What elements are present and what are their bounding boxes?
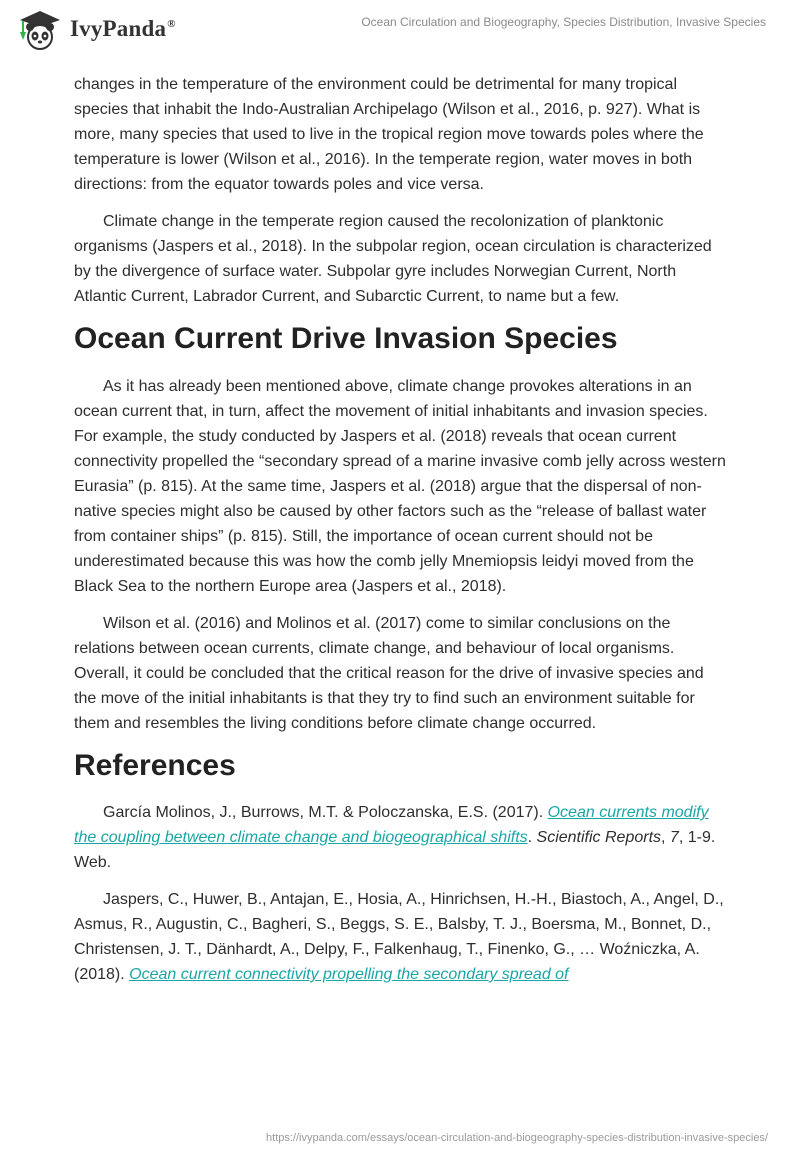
paragraph: As it has already been mentioned above, climate change provokes alterations in an ocean current that, in turn, affect the movement of initial inhabitants and invasion species. For example, the study conducted by Jaspers et al. (2018) reveals that ocean current connectivity propelled the “secondary spread of a marine invasive comb jelly across western Eurasia” (p. 815). At the same time, Jaspers et al. (2018) argue that the dispersal of non-native species might also be caused by other factors such as the “release of ballast water from container ships” (p. 815). Still, the importance of ocean current should not be underestimated because this was how the comb jelly Mnemiopsis leidyi moved from the Black Sea to the northern Europe area (Jaspers et al., 2018). xyxy=(74,378,726,595)
footer-url[interactable]: https://ivypanda.com/essays/ocean-circulation-and-biogeography-species-distribution-invasive-species/ xyxy=(266,1132,768,1144)
section-heading: Ocean Current Drive Invasion Species xyxy=(74,322,618,355)
paragraph: Wilson et al. (2016) and Molinos et al. (2017) come to similar conclusions on the relations between ocean currents, climate change, and behaviour of local organisms. Overall, it could be concluded that the critical reason for the drive of invasive species and the move of the initial inhabitants is that they try to find such an environment suitable for them and resembles the living conditions before climate change occurred. xyxy=(74,615,704,732)
reference-journal: Scientific Reports xyxy=(536,829,662,846)
reference-separator: . xyxy=(527,829,537,846)
reference-volume: 7 xyxy=(669,829,679,846)
reference-entry xyxy=(74,887,728,987)
reference-authors: Jaspers, C., Huwer, B., Antajan, E., Hosia, A., Hinrichsen, H.-H., Biastoch, A., Angel, D., Asmus, R., Augustin, C., Bagheri, S., Beggs, S. E., Balsby, T. J., Boersma, M., Bonnet, D., Christensen, J. T., Dänhardt, A., Delpy, F., Falkenhaug, T., Finenko, G., … Woźniczka, A. (2018). xyxy=(74,891,724,983)
document-title: Ocean Circulation and Biogeography, Species Distribution, Invasive Species xyxy=(361,15,766,29)
panda-graduate-icon xyxy=(14,8,64,50)
paragraph: changes in the temperature of the environment could be detrimental for many tropical species that inhabit the Indo-Australian Archipelago (Wilson et al., 2016, p. 927). What is more, many species that used to live in the tropical region move towards poles where the temperature is lower (Wilson et al., 2016). In the temperate region, water moves in both directions: from the equator towards poles and vice versa. xyxy=(74,76,704,193)
registered-mark: ® xyxy=(167,18,176,31)
references-heading: References xyxy=(74,749,236,782)
article-body xyxy=(74,72,728,999)
reference-entry xyxy=(74,800,728,875)
reference-separator: , xyxy=(661,829,670,846)
reference-link[interactable]: Ocean current connectivity propelling the secondary spread of xyxy=(129,966,569,983)
reference-authors: García Molinos, J., Burrows, M.T. & Poloczanska, E.S. (2017). xyxy=(103,804,548,821)
ivypanda-logo[interactable] xyxy=(14,8,176,50)
reference-pages: , 1-9. Web. xyxy=(74,829,716,871)
brand-label: IvyPanda xyxy=(70,16,167,41)
brand-name xyxy=(70,16,176,42)
page-header xyxy=(0,0,800,60)
reference-link[interactable]: Ocean currents modify the coupling between climate change and biogeographical shifts xyxy=(74,804,709,846)
paragraph: Climate change in the temperate region caused the recolonization of planktonic organisms (Jaspers et al., 2018). In the subpolar region, ocean circulation is characterized by the divergence of surface water. Subpolar gyre includes Norwegian Current, North Atlantic Current, Labrador Current, and Subarctic Current, to name but a few. xyxy=(74,213,712,305)
